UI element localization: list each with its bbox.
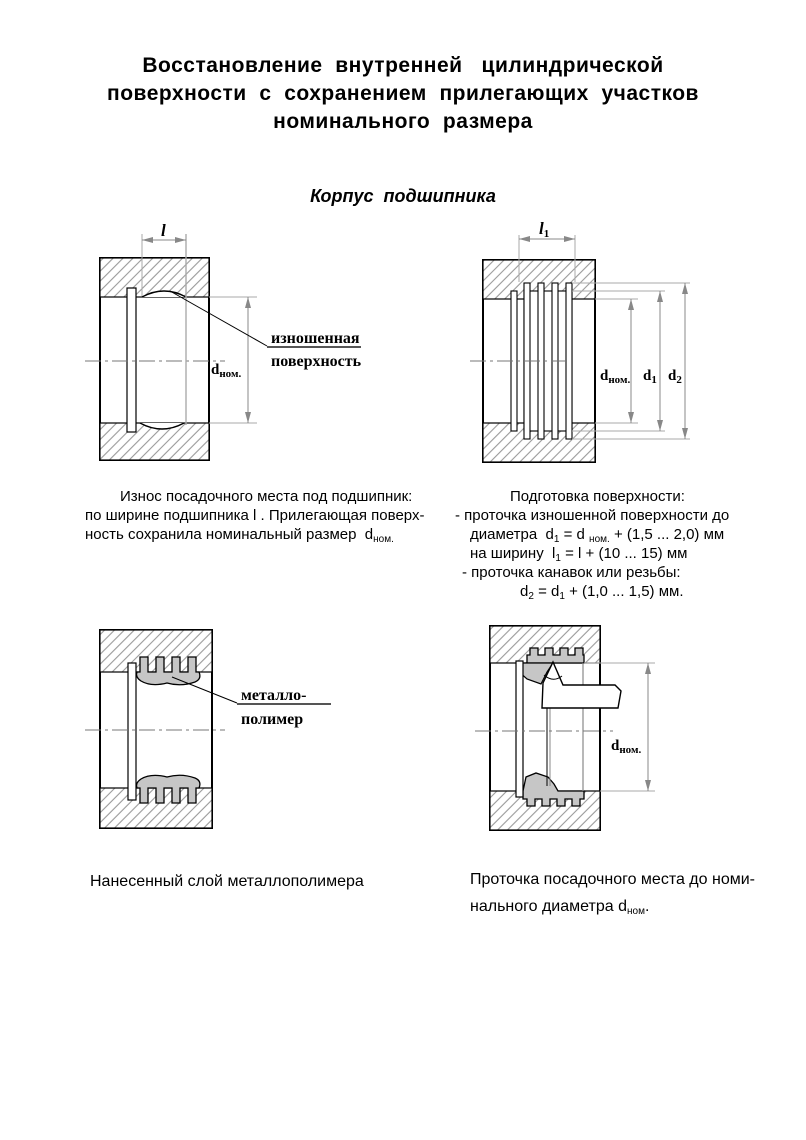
caption-final-line-2: нального диаметра $d_{ном}$. (470, 898, 650, 917)
dimension-l-label: l (161, 222, 166, 240)
hatch-top (100, 258, 209, 297)
caption-wear-line-1: Износ посадочного места под подшипник: (120, 488, 413, 505)
dimension-dnom-label: dном. (211, 362, 242, 380)
caption-prep-line-4: на ширину $l_1 = l + (10$ ... 15) мм (470, 545, 688, 564)
circlip-groove (516, 661, 523, 797)
figure-polymer-applied (85, 615, 405, 840)
groove-d2 (566, 283, 572, 439)
page-title (0, 52, 806, 136)
worn-surface-label-1: изношенная (271, 330, 360, 347)
polymer-label-1: металло- (241, 687, 307, 704)
caption-prep-line-5: - проточка канавок или резьбы: (462, 564, 681, 581)
circlip-groove (128, 663, 136, 800)
section-subtitle: Корпус подшипника (310, 186, 496, 206)
caption-prep-line-3: диаметра $d_1 = d$ $_{ном.}$ + (1,5 ... 2,0) мм (470, 526, 725, 545)
caption-prep-line-6: $d_2 = d_1 + (1,0$ ... 1,5) мм. (520, 583, 684, 602)
dimension-l1-label: l1 (539, 219, 550, 240)
dimension-dnom-label: dном. (600, 368, 631, 386)
caption-polymer-layer: Нанесенный слой металлополимера (90, 873, 364, 890)
title-line-2: поверхности с сохранением прилегающих участков (107, 82, 699, 105)
title-line-1: Восстановление внутренней цилиндрической (142, 54, 664, 77)
caption-prep-line-1: Подготовка поверхности: (510, 488, 685, 505)
polymer-label-2: полимер (241, 711, 304, 728)
dimension-dnom-label: dном. (611, 738, 642, 756)
worn-surface-label-2: поверхность (271, 353, 362, 370)
caption-prep-line-2: - проточка изношенной поверхности до (455, 507, 730, 524)
caption-preparation (448, 487, 778, 601)
caption-final-boring (470, 866, 780, 920)
circlip-groove (127, 288, 136, 432)
caption-wear-line-3: ность сохранила номинальный размер $d_{ном.}$ (85, 526, 394, 545)
dimension-d1-label: d1 (643, 368, 657, 386)
caption-final-line-1: Проточка посадочного места до номи- (470, 871, 755, 888)
dimension-d2-label: d2 (668, 368, 682, 386)
figure-worn-bore (85, 222, 415, 472)
caption-wear-line-2: по ширине подшипника l . Прилегающая поверх- (85, 507, 425, 524)
figure-boring-to-nominal (465, 620, 765, 840)
figure-prepared-bore (460, 210, 760, 470)
caption-wear (85, 487, 445, 544)
title-line-3: номинального размера (273, 110, 533, 133)
